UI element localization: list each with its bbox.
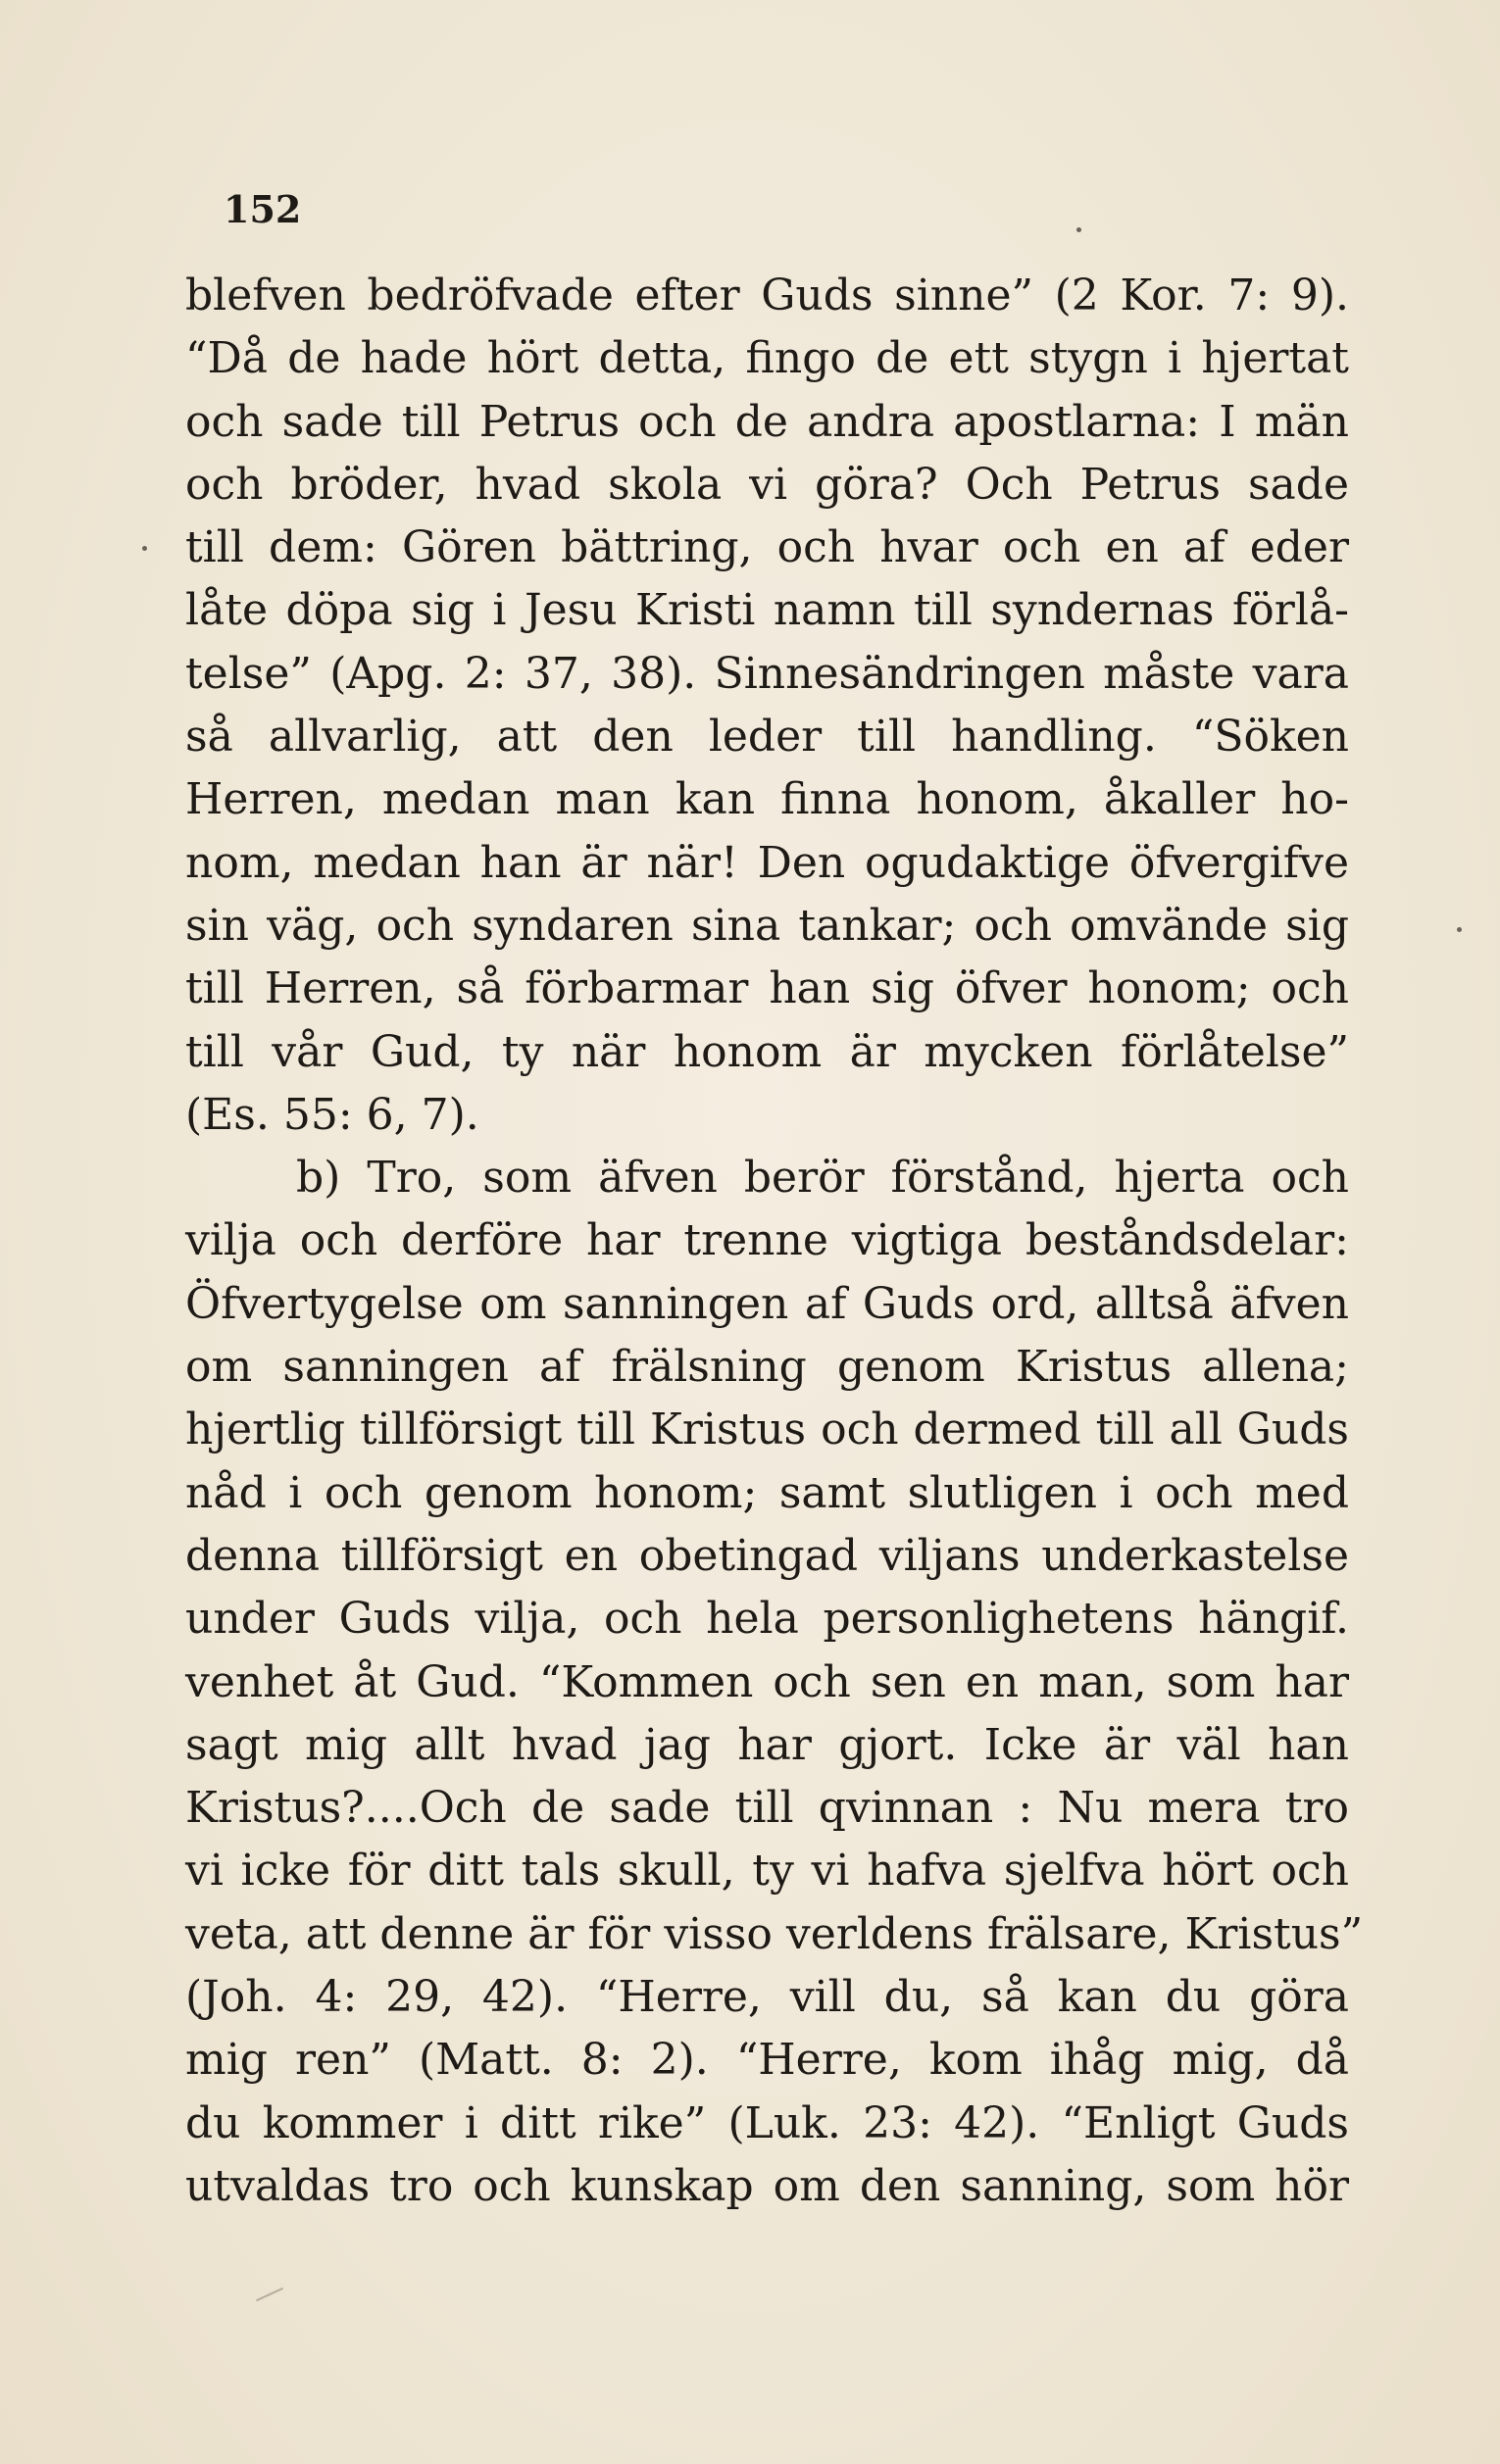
text-line: veta, att denne är för visso verldens frälsare, Kristus” — [185, 1908, 1364, 1959]
scan-mark — [256, 2288, 283, 2301]
text-line: (Es. 55: 6, 7). — [185, 1089, 479, 1140]
text-line: till dem: Gören bättring, och hvar och en af eder — [185, 522, 1349, 573]
text-line: och bröder, hvad skola vi göra? Och Petrus sade — [185, 459, 1349, 510]
text-line: hjertlig tillförsigt till Kristus och dermed till all Guds — [185, 1404, 1349, 1455]
margin-speck — [1457, 927, 1462, 932]
text-line: telse” (Apg. 2: 37, 38). Sinnesändringen måste vara — [185, 648, 1349, 699]
text-line: till Herren, så förbarmar han sig öfver honom; och — [185, 963, 1349, 1014]
body-text — [185, 265, 1364, 2218]
text-line: under Guds vilja, och hela personlighetens hängif. — [185, 1594, 1349, 1645]
text-line: denna tillförsigt en obetingad viljans underkastelse — [185, 1530, 1349, 1581]
text-line: så allvarlig, att den leder till handling. “Söken — [185, 712, 1349, 763]
margin-speck — [1076, 227, 1081, 232]
page-number: 152 — [224, 187, 302, 231]
text-line: nåd i och genom honom; samt slutligen i och med — [185, 1467, 1349, 1518]
text-line: sin väg, och syndaren sina tankar; och omvände sig — [185, 900, 1349, 951]
text-line: Herren, medan man kan finna honom, åkaller ho- — [185, 774, 1349, 825]
text-line: (Joh. 4: 29, 42). “Herre, vill du, så kan du göra — [185, 1972, 1349, 2023]
text-line: vi icke för ditt tals skull, ty vi hafva sjelfva hört och — [185, 1846, 1349, 1897]
text-line: du kommer i ditt rike” (Luk. 23: 42). “Enligt Guds — [185, 2097, 1349, 2148]
text-line: nom, medan han är när! Den ogudaktige öfvergifve — [185, 837, 1349, 888]
text-line: b) Tro, som äfven berör förstånd, hjerta och — [296, 1153, 1349, 1204]
margin-speck — [142, 546, 147, 551]
text-line: låte döpa sig i Jesu Kristi namn till syndernas förlå- — [185, 585, 1349, 636]
text-line: “Då de hade hört detta, fingo de ett stygn i hjertat — [185, 333, 1349, 384]
text-line: och sade till Petrus och de andra apostlarna: I män — [185, 396, 1349, 447]
text-line: sagt mig allt hvad jag har gjort. Icke är väl han — [185, 1719, 1349, 1770]
text-line: om sanningen af frälsning genom Kristus allena; — [185, 1342, 1349, 1393]
text-line: Öfvertygelse om sanningen af Guds ord, alltså äfven — [185, 1278, 1349, 1329]
text-line: utvaldas tro och kunskap om den sanning, som hör — [185, 2160, 1349, 2211]
text-line: vilja och derföre har trenne vigtiga beståndsdelar: — [185, 1215, 1349, 1266]
text-line: blefven bedröfvade efter Guds sinne” (2 Kor. 7: 9). — [185, 271, 1349, 320]
text-line: venhet åt Gud. “Kommen och sen en man, som har — [185, 1656, 1349, 1707]
text-line: Kristus?....Och de sade till qvinnan : Nu mera tro — [185, 1783, 1349, 1834]
text-line: till vår Gud, ty när honom är mycken förlåtelse” — [185, 1026, 1349, 1077]
text-line: mig ren” (Matt. 8: 2). “Herre, kom ihåg mig, då — [185, 2035, 1349, 2086]
